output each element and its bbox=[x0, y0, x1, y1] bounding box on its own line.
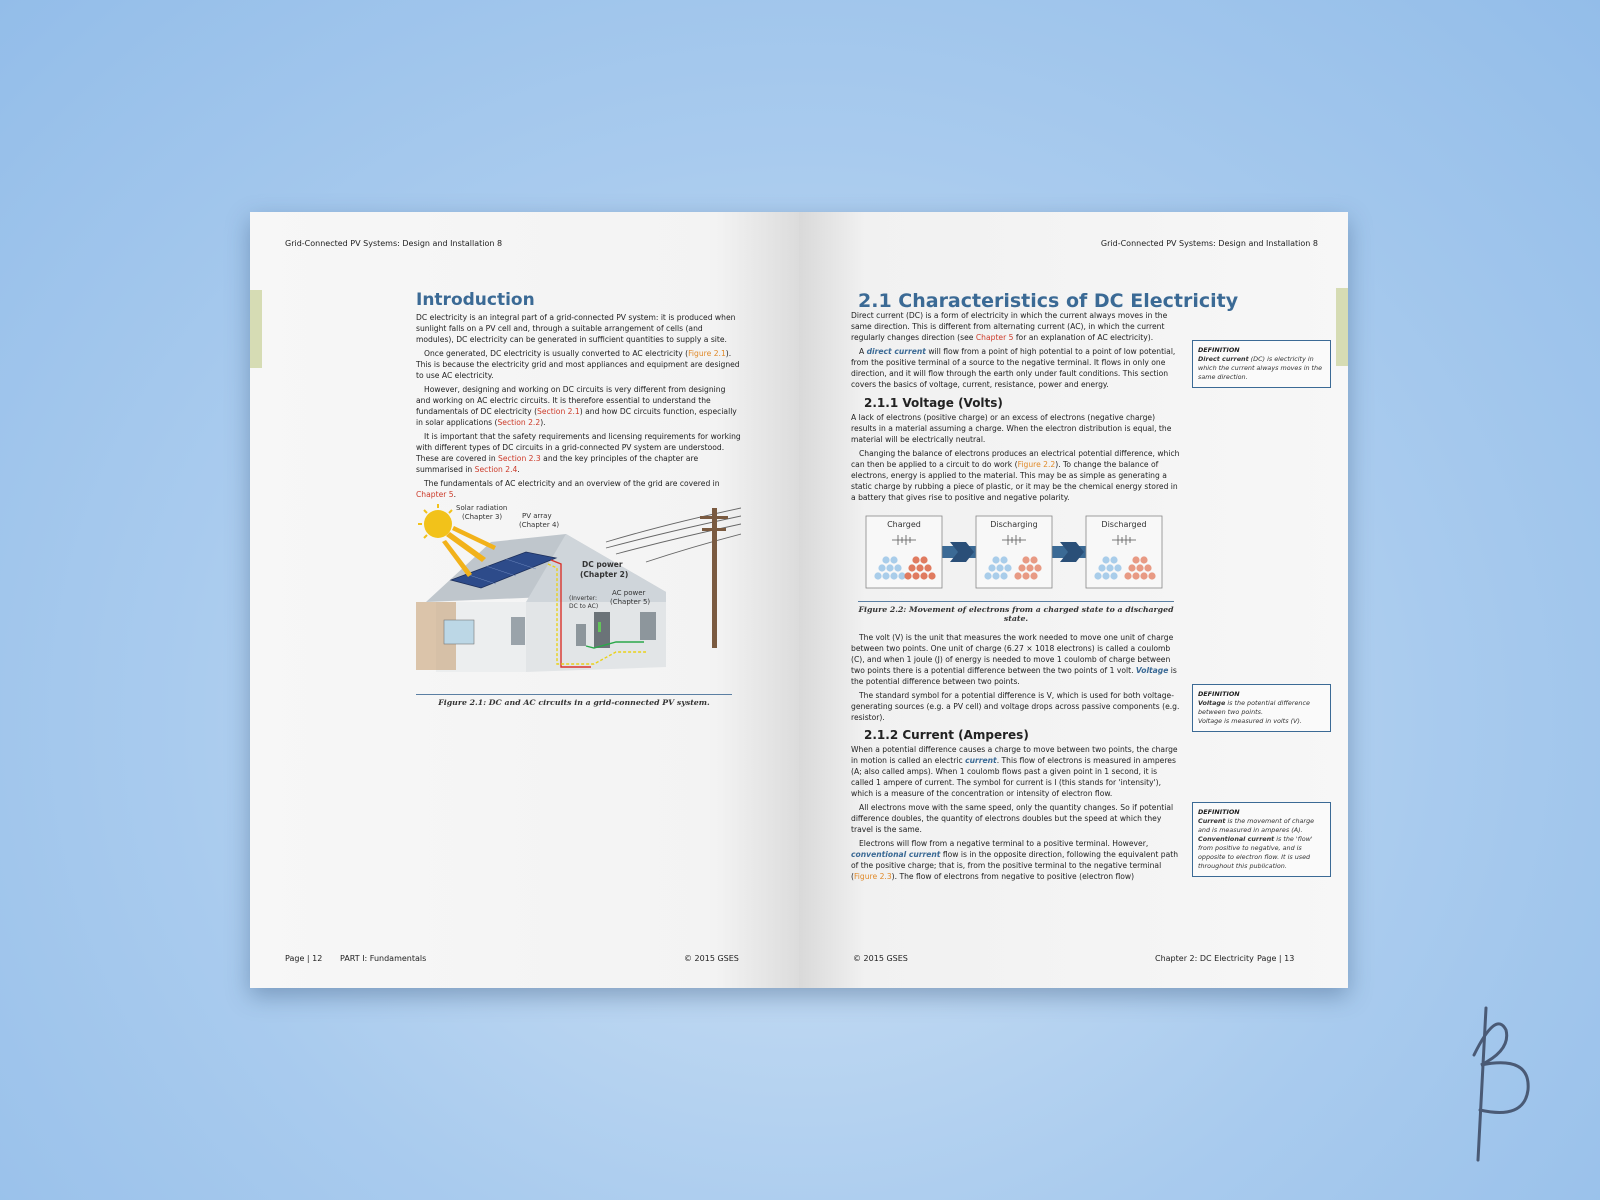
paragraph bbox=[851, 412, 1181, 445]
text-run: Electrons will flow from a negative terminal to a positive terminal. However, bbox=[859, 839, 1149, 848]
electron-positive bbox=[1034, 564, 1041, 571]
subsection-current: 2.1.2 Current (Amperes) bbox=[864, 728, 1029, 742]
definition-body: is the 'flow' from positive to negative, and is opposite to electron flow. It is used throughout this publication. bbox=[1198, 835, 1313, 870]
electron-positive bbox=[1140, 556, 1147, 563]
text-run: The volt (V) is the unit that measures the work needed to move one unit of charge between two points. One unit of charge (6.27 × 1018 electrons) is called a coulomb (C), and when 1 joule (J) of energy is needed to move 1 coulomb of charge between two points there is a potential difference between the two points of 1 volt. bbox=[851, 633, 1174, 675]
cross-reference-link[interactable]: Figure 2.3 bbox=[853, 872, 892, 881]
current-text bbox=[851, 744, 1181, 885]
label-dc-power: DC power bbox=[582, 560, 623, 569]
electron-positive bbox=[1132, 572, 1139, 579]
definition-text bbox=[1198, 699, 1325, 717]
body-text bbox=[416, 312, 742, 503]
text-run: Once generated, DC electricity is usually converted to AC electricity ( bbox=[424, 349, 689, 358]
electron-negative bbox=[890, 572, 897, 579]
figure-pv-system bbox=[416, 502, 741, 687]
text-run: ) and how DC circuits function, especially in solar applications ( bbox=[416, 407, 737, 427]
part-label: PART I: Fundamentals bbox=[340, 954, 427, 963]
label-inverter: (Inverter: bbox=[569, 595, 598, 602]
text-run: However, designing and working on DC circuits is very different from designing and working on AC electric circuits. It is therefore essential to understand the fundamentals of DC electricity ( bbox=[416, 385, 726, 416]
text-run: The standard symbol for a potential difference is V, which is used for both voltage-generating sources (e.g. a PV cell) and voltage drops across passive components (e.g. resistor). bbox=[851, 691, 1180, 722]
copyright: © 2015 GSES bbox=[853, 954, 908, 963]
electron-positive bbox=[1124, 572, 1131, 579]
cross-reference-link[interactable]: Section 2.1 bbox=[537, 407, 580, 416]
definition-body: (DC) is electricity in which the current always moves in the same direction. bbox=[1198, 355, 1323, 381]
electron-negative bbox=[878, 564, 885, 571]
label-dc-power-chapter: (Chapter 2) bbox=[580, 570, 629, 579]
label-inverter-2: DC to AC) bbox=[569, 603, 599, 610]
text-run: When a potential difference causes a charge to move between two points, the charge in motion is called an electric bbox=[851, 745, 1178, 765]
text-run: The fundamentals of AC electricity and an overview of the grid are covered in bbox=[424, 479, 720, 488]
electron-positive bbox=[904, 572, 911, 579]
right-page bbox=[799, 212, 1348, 988]
label-ac-power: AC power bbox=[612, 589, 646, 597]
paragraph bbox=[416, 312, 742, 345]
caption-rule bbox=[858, 601, 1174, 602]
paragraph bbox=[851, 802, 1181, 835]
definition-box-direct-current bbox=[1192, 340, 1331, 388]
electron-positive bbox=[912, 556, 919, 563]
definition-box-voltage bbox=[1192, 684, 1331, 732]
electron-negative bbox=[992, 556, 999, 563]
term-highlight: conventional current bbox=[851, 850, 941, 859]
running-head: Grid-Connected PV Systems: Design and Installation 8 bbox=[1100, 239, 1318, 248]
electron-negative bbox=[1098, 564, 1105, 571]
definition-term: Conventional current bbox=[1198, 835, 1275, 843]
electron-positive bbox=[920, 556, 927, 563]
text-run: will flow from a point of high potential to a point of low potential, from the positive terminal of a source to the negative terminal. It flows in only one direction, and it will flow through the earth only under fault conditions. This section covers the basics of voltage, current, resistance, power and energy. bbox=[851, 347, 1176, 389]
figure-caption: Figure 2.2: Movement of electrons from a charged state to a discharged state. bbox=[858, 605, 1174, 623]
volt-text bbox=[851, 632, 1181, 726]
electron-negative bbox=[894, 564, 901, 571]
text-run: A lack of electrons (positive charge) or an excess of electrons (negative charge) results in a material assuming a charge. When the electron distribution is equal, the material will be electrically neutral. bbox=[851, 413, 1172, 444]
signature-logo bbox=[1466, 1000, 1546, 1170]
text-run: . This flow of electrons is measured in amperes (A; also called amps). When 1 coulomb flows past a given point in 1 second, it is called 1 ampere of current. The symbol for current is I (this stands for 'intensity'), which is a measure of the concentration or intensity of electron flow. bbox=[851, 756, 1176, 798]
definition-term: Direct current bbox=[1198, 355, 1249, 363]
page-number: Page | 12 bbox=[285, 954, 323, 963]
definition-heading: DEFINITION bbox=[1198, 690, 1240, 698]
electron-negative bbox=[874, 572, 881, 579]
paragraph bbox=[416, 348, 742, 381]
electron-negative bbox=[1102, 572, 1109, 579]
paragraph bbox=[416, 431, 742, 475]
paragraph bbox=[851, 346, 1181, 390]
text-run: flow is in the opposite direction, following the equivalent path of the positive charge; that is, from the positive terminal to the negative terminal ( bbox=[851, 850, 1179, 881]
text-run: ). The flow of electrons from negative to positive (electron flow) bbox=[891, 872, 1135, 881]
label-ac-power-chapter: (Chapter 5) bbox=[610, 598, 651, 606]
paragraph bbox=[851, 690, 1181, 723]
electron-negative bbox=[1000, 556, 1007, 563]
electron-negative bbox=[992, 572, 999, 579]
electron-negative bbox=[996, 564, 1003, 571]
definition-heading: DEFINITION bbox=[1198, 808, 1240, 816]
label-solar-radiation-chapter: (Chapter 3) bbox=[462, 513, 503, 521]
paragraph bbox=[416, 384, 742, 428]
definition-term: Current bbox=[1198, 817, 1226, 825]
cross-reference-link[interactable]: Figure 2.1 bbox=[688, 349, 726, 358]
subsection-voltage: 2.1.1 Voltage (Volts) bbox=[864, 396, 1003, 410]
electron-negative bbox=[1102, 556, 1109, 563]
state-label: Charged bbox=[887, 520, 921, 529]
electron-negative bbox=[1094, 572, 1101, 579]
text-run: ). This is because the electricity grid and most appliances and equipment are designed to use AC electricity. bbox=[416, 349, 740, 380]
paragraph bbox=[416, 478, 742, 500]
term-highlight: current bbox=[965, 756, 997, 765]
paragraph bbox=[851, 744, 1181, 799]
text-run: Changing the balance of electrons produces an electrical potential difference, which can then be applied to a circuit to do work ( bbox=[851, 449, 1180, 469]
electron-negative bbox=[1004, 564, 1011, 571]
text-run: DC electricity is an integral part of a grid-connected PV system: it is produced when sunlight falls on a PV cell and, through a suitable arrangement of cells (and modules), DC electricity can be generated in sufficient quantities to supply a site. bbox=[416, 313, 736, 344]
term-highlight: direct current bbox=[866, 347, 926, 356]
text-run: Direct current (DC) is a form of electricity in which the current always moves in the same direction. This is different from alternating current (AC), in which the current regularly changes direction (see bbox=[851, 311, 1168, 342]
electron-positive bbox=[1022, 572, 1029, 579]
figure-caption: Figure 2.1: DC and AC circuits in a grid-connected PV system. bbox=[438, 698, 710, 707]
copyright: © 2015 GSES bbox=[684, 954, 739, 963]
text-run: . bbox=[453, 490, 457, 499]
text-run: ). To change the balance of electrons, energy is applied to the material. This may be as simple as generating a static charge by rubbing a piece of plastic, or it may be the chemical energy stored in a battery that gives rise to positive and negative polarity. bbox=[851, 460, 1178, 502]
electron-positive bbox=[1022, 556, 1029, 563]
electron-positive bbox=[912, 572, 919, 579]
definition-body: Voltage is measured in volts (V). bbox=[1198, 717, 1302, 725]
figure-electron-states bbox=[858, 512, 1174, 592]
paragraph bbox=[851, 310, 1181, 343]
label-solar-radiation: Solar radiation bbox=[456, 504, 508, 512]
electron-positive bbox=[908, 564, 915, 571]
electron-negative bbox=[1114, 564, 1121, 571]
text-run: All electrons move with the same speed, only the quantity changes. So if potential difference doubles, the quantity of electrons doubles but the speed at which they travel is the same. bbox=[851, 803, 1174, 834]
cross-reference-link[interactable]: Section 2.4 bbox=[474, 465, 518, 474]
running-head: Grid-Connected PV Systems: Design and Installation 8 bbox=[285, 239, 503, 248]
electron-positive bbox=[1014, 572, 1021, 579]
text-run: ). bbox=[540, 418, 546, 427]
electron-positive bbox=[916, 564, 923, 571]
page-tab-marker bbox=[250, 290, 262, 368]
section-title: 2.1 Characteristics of DC Electricity bbox=[858, 290, 1239, 312]
definition-term: Voltage bbox=[1198, 699, 1226, 707]
paragraph bbox=[851, 838, 1181, 882]
term-highlight: Voltage bbox=[1135, 666, 1169, 675]
electron-positive bbox=[1132, 556, 1139, 563]
electron-positive bbox=[1136, 564, 1143, 571]
text-run: for an explanation of AC electricity). bbox=[1013, 333, 1154, 342]
left-page bbox=[250, 212, 799, 988]
definition-heading: DEFINITION bbox=[1198, 346, 1240, 354]
electron-negative bbox=[890, 556, 897, 563]
paragraph bbox=[851, 448, 1181, 503]
definition-body: is the movement of charge and is measured in amperes (A). bbox=[1198, 817, 1315, 834]
electron-positive bbox=[920, 572, 927, 579]
electron-negative bbox=[984, 572, 991, 579]
label-pv-array: PV array bbox=[522, 512, 552, 520]
state-label: Discharged bbox=[1101, 520, 1147, 529]
label-pv-array-chapter: (Chapter 4) bbox=[519, 521, 560, 529]
electron-negative bbox=[882, 572, 889, 579]
electron-negative bbox=[886, 564, 893, 571]
definition-text bbox=[1198, 817, 1325, 835]
definition-text bbox=[1198, 355, 1325, 382]
electron-positive bbox=[1026, 564, 1033, 571]
electron-negative bbox=[988, 564, 995, 571]
paragraph bbox=[851, 632, 1181, 687]
definition-text bbox=[1198, 835, 1325, 871]
page-number: Page | 13 bbox=[1257, 954, 1295, 963]
voltage-text bbox=[851, 412, 1181, 506]
open-book bbox=[250, 212, 1348, 988]
definition-box-current bbox=[1192, 802, 1331, 877]
text-run: A bbox=[859, 347, 867, 356]
power-pole bbox=[700, 508, 728, 648]
cross-reference-link[interactable]: Figure 2.2 bbox=[1017, 460, 1056, 469]
electron-negative bbox=[1110, 572, 1117, 579]
text-run: . bbox=[517, 465, 520, 474]
page-title: Introduction bbox=[416, 290, 535, 310]
cross-reference-link[interactable]: Section 2.2 bbox=[497, 418, 541, 427]
cross-reference-link[interactable]: Section 2.3 bbox=[498, 454, 541, 463]
electron-positive bbox=[1030, 556, 1037, 563]
chapter-label: Chapter 2: DC Electricity bbox=[1155, 954, 1254, 963]
page-tab-marker bbox=[1336, 288, 1348, 366]
text-run: It is important that the safety requirements and licensing requirements for working with different types of DC circuits in a grid-connected PV system are understood. These are covered in bbox=[416, 432, 741, 463]
electron-negative bbox=[882, 556, 889, 563]
text-run: and the key principles of the chapter are summarised in bbox=[416, 454, 699, 474]
electron-positive bbox=[1140, 572, 1147, 579]
electron-negative bbox=[1110, 556, 1117, 563]
intro-text bbox=[851, 310, 1181, 393]
electron-negative bbox=[1106, 564, 1113, 571]
electron-positive bbox=[1148, 572, 1155, 579]
electron-negative bbox=[1000, 572, 1007, 579]
electron-positive bbox=[1030, 572, 1037, 579]
definition-body: is the potential difference between two points. bbox=[1198, 699, 1310, 716]
caption-rule bbox=[416, 694, 732, 695]
cross-reference-link[interactable]: Chapter 5 bbox=[416, 490, 454, 499]
cross-reference-link[interactable]: Chapter 5 bbox=[975, 333, 1014, 342]
electron-positive bbox=[1018, 564, 1025, 571]
electron-positive bbox=[1128, 564, 1135, 571]
electron-positive bbox=[928, 572, 935, 579]
state-label: Discharging bbox=[990, 520, 1038, 529]
text-run: is the potential difference between two points. bbox=[851, 666, 1177, 686]
electron-positive bbox=[1144, 564, 1151, 571]
definition-text bbox=[1198, 717, 1325, 726]
electron-positive bbox=[924, 564, 931, 571]
